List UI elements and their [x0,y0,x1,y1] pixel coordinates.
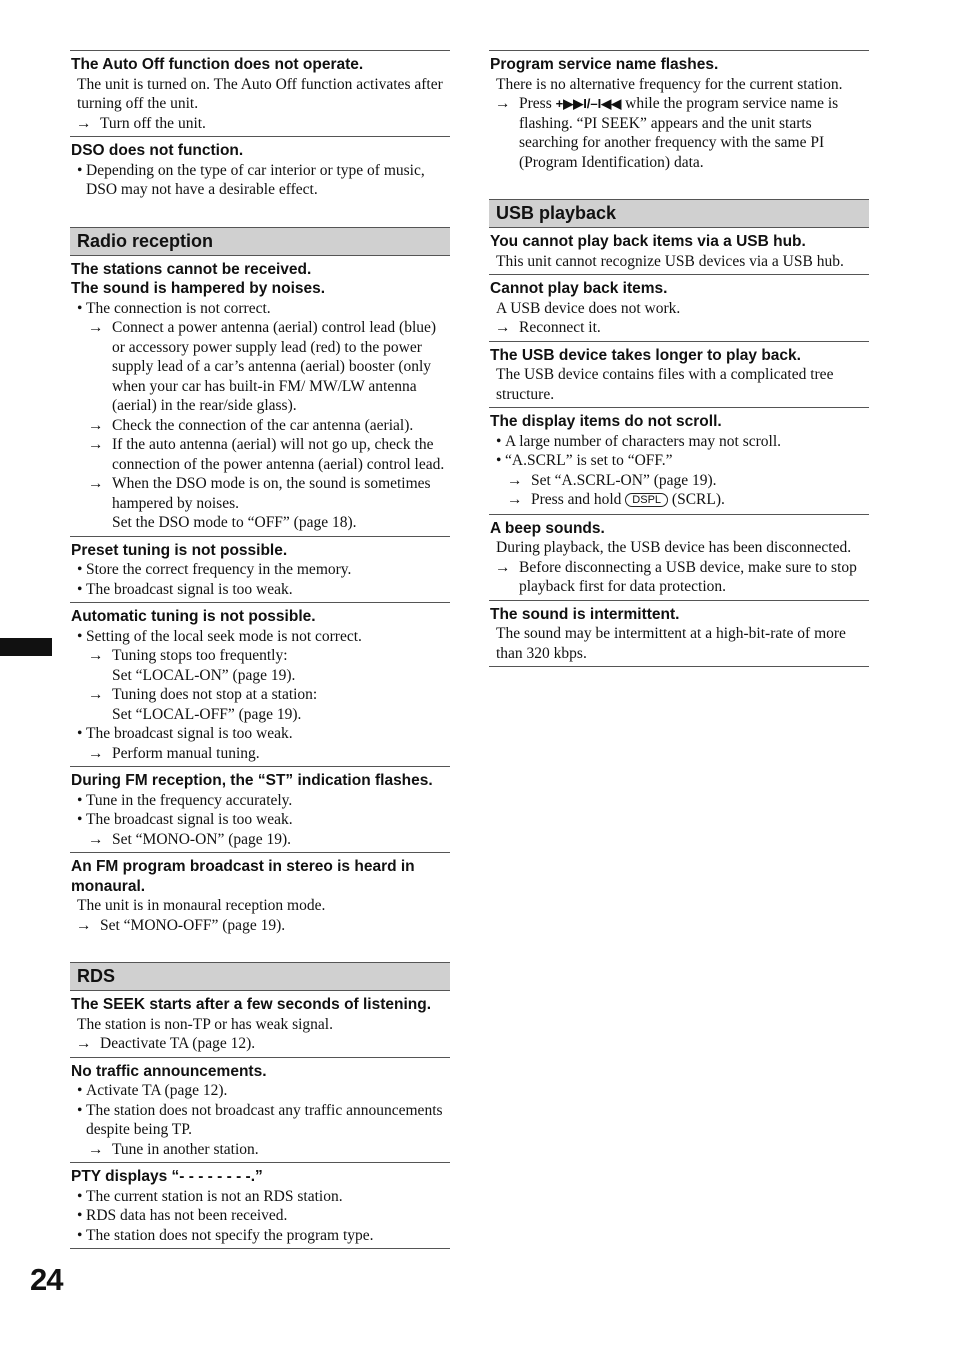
bullet-item: • RDS data has not been received. [77,1206,450,1226]
left-column [70,50,450,1249]
entry-title: The sound is hampered by noises. [71,280,326,297]
entry-title: The sound is intermittent. [490,605,680,623]
entry-intermittent [489,600,869,668]
dspl-key-label: DSPL [625,493,668,507]
entry-seek-starts [70,991,450,1057]
bullet-item: • “A.SCRL” is set to “OFF.” [496,451,869,471]
entry-beep-sounds [489,514,869,600]
remedy-item: → Tuning stops too frequently: [88,647,288,664]
entry-text: The unit is turned on. The Auto Off function activates after turning off the unit. [77,75,443,112]
section-tab-marker [0,638,52,656]
entry-automatic-tuning [70,602,450,766]
arrow-icon: → [76,916,92,934]
entry-stereo-monaural [70,852,450,938]
entry-title: Cannot play back items. [490,280,668,297]
remedy-item: → Set “MONO-OFF” (page 19). [76,916,286,934]
entry-usb-hub [489,228,869,274]
section-heading-rds: RDS [70,962,450,991]
entry-title: The display items do not scroll. [490,413,722,430]
remedy-item: → Press +▶▶I/–I◀◀ while the program service name is flashing. “PI SEEK” appears and the unit starts searching for another frequency with the same PI (Program Identification) data. [495,95,839,171]
bullet-item: • Depending on the type of car interior or type of music, DSO may not have a desirable effect. [77,161,450,200]
entry-auto-off [70,50,450,136]
remedy-item: → Before disconnecting a USB device, make sure to stop playback first for data protection. [495,558,857,595]
arrow-icon: → [507,471,523,489]
remedy-item: → If the auto antenna (aerial) will not go up, check the connection of the power antenna (aerial) control lead. [88,436,445,473]
entry-title: The SEEK starts after a few seconds of listening. [71,996,432,1013]
entry-usb-longer [489,341,869,408]
entry-text: The unit is in monaural reception mode. [77,897,326,914]
entry-text: During playback, the USB device has been disconnected. [496,539,852,556]
remedy-item: → Set “MONO-ON” (page 19). [88,830,292,848]
entry-title: No traffic announcements. [71,1062,267,1080]
entry-title: Program service name flashes. [490,56,719,73]
remedy-item: → Perform manual tuning. [88,744,260,762]
bullet-item: • The current station is not an RDS station. [77,1187,450,1207]
remedy-continuation: Set “LOCAL-OFF” (page 19). [112,705,302,723]
entry-dso [70,136,450,203]
entry-title: Automatic tuning is not possible. [71,608,316,625]
right-column [489,50,869,667]
bullet-item: • Tune in the frequency accurately. [77,791,450,811]
arrow-icon: → [88,319,104,336]
bullet-item: • The broadcast signal is too weak. [77,724,450,744]
bullet-item: • The connection is not correct. [77,299,450,319]
arrow-icon: → [507,491,523,508]
remedy-item: → Deactivate TA (page 12). [76,1035,256,1052]
arrow-icon: → [76,1035,92,1052]
bullet-item: • The station does not specify the program type. [77,1226,450,1246]
bullet-item: • Store the correct frequency in the memory. [77,560,450,580]
entry-text: A USB device does not work. [496,299,681,317]
entry-title: You cannot play back items via a USB hub. [490,233,806,250]
entry-title: During FM reception, the “ST” indication flashes. [71,772,433,789]
arrow-icon: → [495,558,511,576]
entry-cannot-play [489,274,869,341]
arrow-icon: → [495,95,511,112]
entry-title: DSO does not function. [71,142,244,159]
remedy-item: → Press and hold DSPL (SCRL). [507,491,725,508]
entry-text: The sound may be intermittent at a high-bit-rate of more than 320 kbps. [496,625,846,662]
arrow-icon: → [88,475,104,492]
entry-title: A beep sounds. [490,519,605,537]
remedy-item: → Reconnect it. [495,319,601,336]
remedy-item: → Set “A.SCRL-ON” (page 19). [507,471,717,489]
remedy-item: → When the DSO mode is on, the sound is sometimes hampered by noises. [88,475,431,512]
remedy-item: → Tune in another station. [88,1140,259,1158]
entry-pty-displays [70,1162,450,1249]
entry-no-traffic [70,1057,450,1163]
remedy-continuation: Set “LOCAL-ON” (page 19). [112,666,296,684]
entry-no-scroll [489,407,869,514]
arrow-icon: → [88,686,104,703]
entry-text: The station is non-TP or has weak signal. [77,1015,333,1033]
remedy-item: → Connect a power antenna (aerial) control lead (blue) or accessory power supply lead (red) to the power supply lead of a car’s antenna (aerial) booster (only when your car has built-in FM/ MW/LW antenna (aerial) in the rear/side glass). [88,319,437,414]
arrow-icon: → [88,744,104,762]
arrow-icon: → [88,1140,104,1158]
entry-program-service-name [489,50,869,175]
entry-title: The Auto Off function does not operate. [71,56,364,73]
remedy-item: → Tuning does not stop at a station: [88,686,318,703]
arrow-icon: → [88,436,104,453]
entry-title: An FM program broadcast in stereo is heard in monaural. [71,858,415,895]
remedy-item: → Check the connection of the car antenna (aerial). [88,416,414,434]
page-number: 24 [30,1262,63,1297]
arrow-icon: → [76,114,92,132]
bullet-item: • The broadcast signal is too weak. [77,810,450,830]
entry-title: The stations cannot be received. [71,260,312,278]
entry-stations-not-received [70,256,450,536]
entry-title: The USB device takes longer to play back. [490,346,801,364]
remedy-continuation: Set the DSO mode to “OFF” (page 18). [112,514,357,531]
seek-button-symbol: +▶▶I/–I◀◀ [555,96,622,111]
bullet-item: • Setting of the local seek mode is not correct. [77,627,450,647]
bullet-item: • A large number of characters may not scroll. [496,432,869,452]
arrow-icon: → [88,830,104,848]
section-heading-usb: USB playback [489,199,869,228]
remedy-item: → Turn off the unit. [76,114,206,132]
entry-text: This unit cannot recognize USB devices via a USB hub. [496,252,844,270]
section-heading-radio: Radio reception [70,227,450,256]
entry-text: There is no alternative frequency for the current station. [496,75,843,93]
bullet-item: • Activate TA (page 12). [77,1081,450,1101]
entry-st-flashes [70,766,450,852]
entry-text: The USB device contains files with a complicated tree structure. [496,366,834,403]
entry-preset-tuning [70,536,450,603]
bullet-item: • The broadcast signal is too weak. [77,580,450,600]
bullet-item: • The station does not broadcast any traffic announcements despite being TP. [77,1101,450,1140]
arrow-icon: → [88,647,104,664]
arrow-icon: → [88,416,104,434]
entry-title: PTY displays “- - - - - - - -.” [71,1168,263,1185]
arrow-icon: → [495,319,511,336]
entry-title: Preset tuning is not possible. [71,541,288,559]
